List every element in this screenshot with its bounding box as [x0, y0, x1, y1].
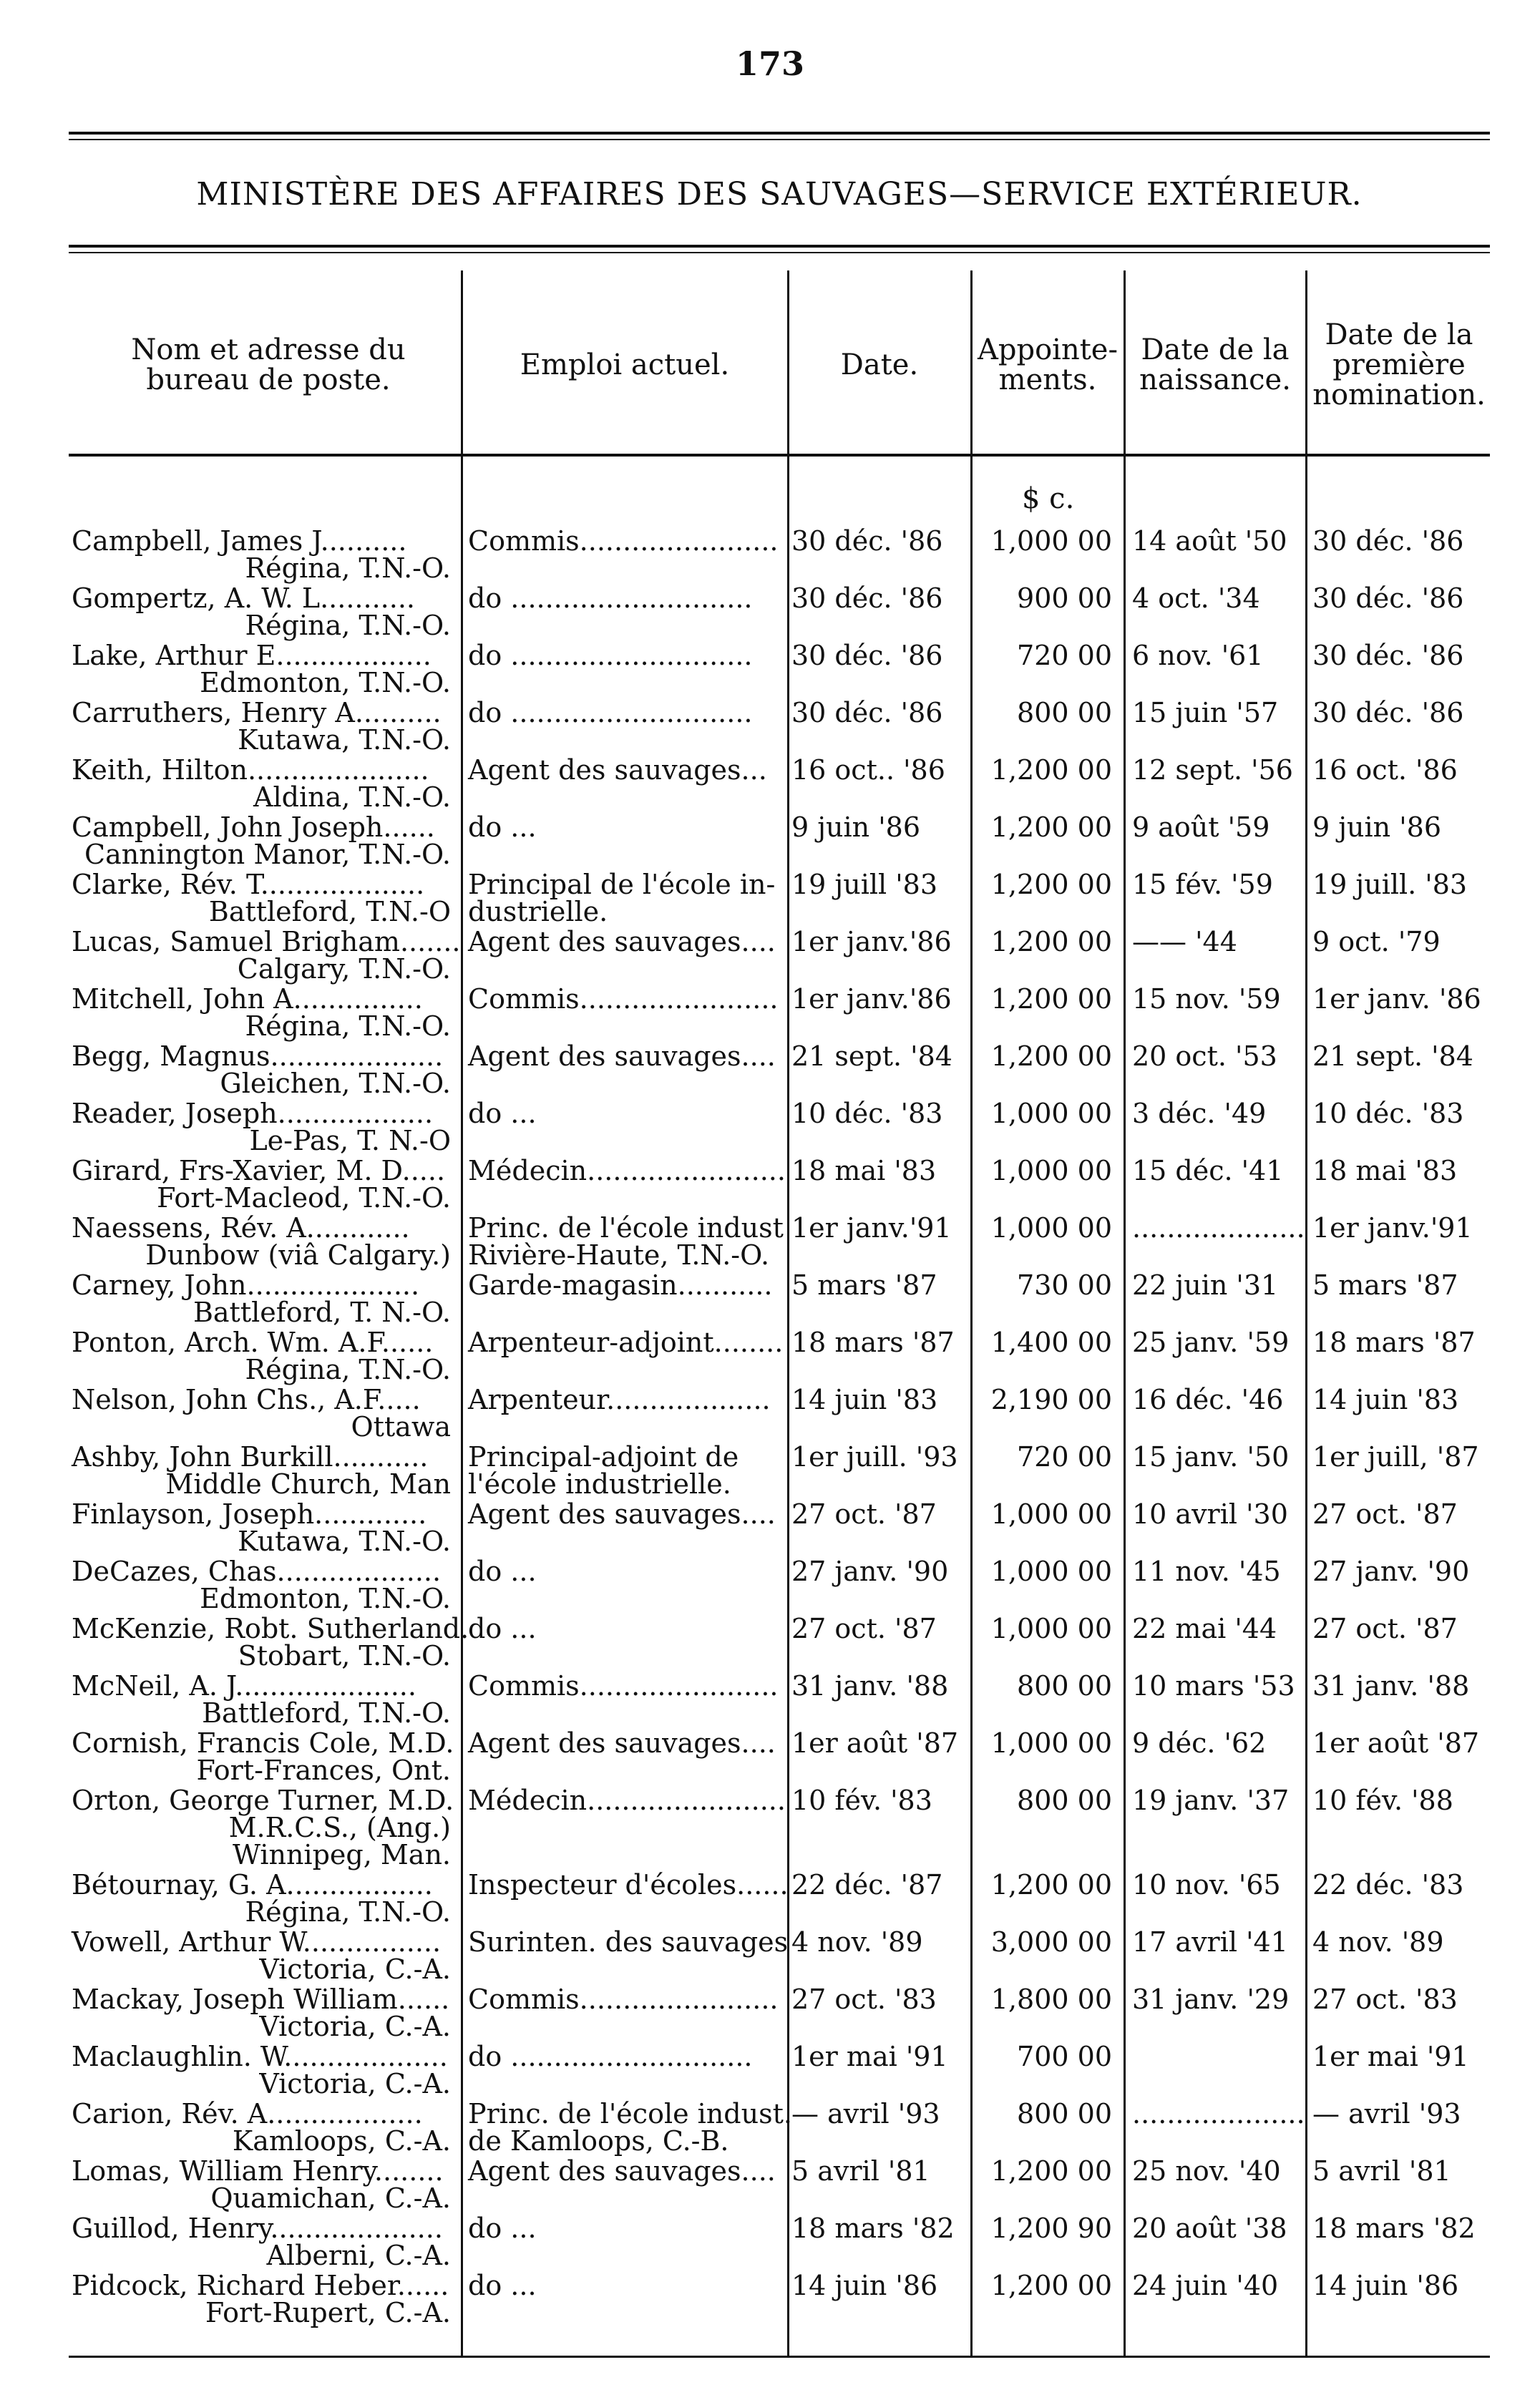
- row-date: 18 mars '87: [791, 1327, 955, 1358]
- row-emploi: do ...: [468, 2270, 537, 2301]
- row-date: 19 juill '83: [791, 869, 938, 900]
- row-name: Guillod, Henry....................: [72, 2213, 443, 2244]
- row-naissance: 19 janv. '37: [1132, 1785, 1290, 1816]
- row-premiere: 4 nov. '89: [1312, 1926, 1444, 1958]
- row-emploi: Médecin.......................: [468, 1785, 786, 1816]
- row-naissance: 17 avril '41: [1132, 1926, 1288, 1958]
- row-address: Edmonton, T.N.-O.: [200, 667, 451, 698]
- row-emploi: do ...: [468, 2213, 537, 2244]
- row-name: Carney, John....................: [72, 1269, 420, 1301]
- row-premiere: 27 oct. '87: [1312, 1613, 1458, 1644]
- row-naissance: 12 sept. '56: [1132, 754, 1293, 786]
- row-naissance: 15 déc. '41: [1132, 1155, 1284, 1186]
- row-name: Ashby, John Burkill...........: [72, 1441, 429, 1473]
- row-appointements: 1,200 00: [990, 983, 1112, 1015]
- row-premiere: 10 déc. '83: [1312, 1098, 1464, 1129]
- row-naissance: 10 nov. '65: [1132, 1869, 1281, 1901]
- row-emploi: Surinten. des sauvages: [468, 1926, 789, 1958]
- page-title: MINISTÈRE DES AFFAIRES DES SAUVAGES—SERVICE EXTÉRIEUR.: [196, 176, 1363, 213]
- row-emploi: do ............................: [468, 582, 753, 614]
- row-naissance: 14 août '50: [1132, 525, 1287, 557]
- row-date: 10 déc. '83: [791, 1098, 943, 1129]
- row-address: Victoria, C.-A.: [259, 1953, 451, 1985]
- row-naissance: 25 janv. '59: [1132, 1327, 1290, 1358]
- row-name: Lake, Arthur E..................: [72, 640, 432, 671]
- row-date: 16 oct.. '86: [791, 754, 945, 786]
- row-appointements: 1,000 00: [990, 1098, 1112, 1129]
- row-address: Alberni, C.-A.: [266, 2240, 451, 2271]
- row-date: 14 juin '83: [791, 1384, 938, 1415]
- row-emploi-2: dustrielle.: [468, 896, 608, 927]
- bottom-rule: [69, 2356, 1490, 2358]
- row-appointements: 1,800 00: [990, 1984, 1112, 2015]
- row-date: 27 oct. '87: [791, 1613, 937, 1644]
- row-emploi: Médecin.......................: [468, 1155, 786, 1186]
- row-naissance: 20 août '38: [1132, 2213, 1287, 2244]
- header-emploi: Emploi actuel.: [520, 348, 730, 381]
- row-emploi: Principal-adjoint de: [468, 1441, 739, 1473]
- row-address: Kamloops, C.-A.: [232, 2125, 451, 2157]
- row-naissance: 15 fév. '59: [1132, 869, 1273, 900]
- row-emploi-2: de Kamloops, C.-B.: [468, 2125, 729, 2157]
- row-date: 1er janv.'86: [791, 983, 952, 1015]
- row-address: Stobart, T.N.-O.: [238, 1640, 451, 1672]
- row-appointements: 800 00: [1017, 1785, 1112, 1816]
- row-name: Vowell, Arthur W................: [72, 1926, 442, 1958]
- row-emploi: Garde-magasin...........: [468, 1269, 773, 1301]
- row-date: 21 sept. '84: [791, 1040, 952, 1072]
- header-premiere: Date de la première nomination.: [1312, 318, 1486, 411]
- row-appointements: 1,200 00: [990, 1869, 1112, 1901]
- top-rule-2: [69, 139, 1490, 140]
- row-name: Girard, Frs-Xavier, M. D.....: [72, 1155, 446, 1186]
- row-emploi: Agent des sauvages...: [468, 754, 767, 786]
- currency-label: $ c.: [1022, 482, 1075, 515]
- table-top-rule-2: [69, 252, 1490, 253]
- row-name: Campbell, John Joseph......: [72, 811, 435, 843]
- page-number: 173: [735, 44, 805, 83]
- row-premiere: 22 déc. '83: [1312, 1869, 1464, 1901]
- row-naissance: 15 nov. '59: [1132, 983, 1281, 1015]
- row-appointements: 720 00: [1017, 1441, 1112, 1473]
- row-date: 30 déc. '86: [791, 525, 943, 557]
- row-premiere: 14 juin '83: [1312, 1384, 1459, 1415]
- row-premiere: 1er janv.'91: [1312, 1212, 1473, 1244]
- row-name: Naessens, Rév. A............: [72, 1212, 410, 1244]
- row-emploi: Agent des sauvages....: [468, 2155, 776, 2187]
- row-emploi: Agent des sauvages....: [468, 1727, 776, 1759]
- row-address: Fort-Frances, Ont.: [196, 1755, 451, 1786]
- row-appointements: 1,000 00: [990, 1498, 1112, 1530]
- row-date: 9 juin '86: [791, 811, 921, 843]
- row-naissance: 4 oct. '34: [1132, 582, 1260, 614]
- row-name: McNeil, A. J.....................: [72, 1670, 416, 1702]
- row-appointements: 1,200 00: [990, 1040, 1112, 1072]
- row-emploi: Arpenteur...................: [468, 1384, 771, 1415]
- row-naissance: 6 nov. '61: [1132, 640, 1264, 671]
- row-date: 27 oct. '87: [791, 1498, 937, 1530]
- row-address: Cannington Manor, T.N.-O.: [84, 839, 451, 870]
- row-address: Régina, T.N.-O.: [245, 1896, 451, 1928]
- top-rule-1: [69, 132, 1490, 135]
- row-name: Campbell, James J..........: [72, 525, 407, 557]
- row-name: Reader, Joseph..................: [72, 1098, 434, 1129]
- row-naissance: 15 juin '57: [1132, 697, 1279, 728]
- row-appointements: 1,000 00: [990, 1727, 1112, 1759]
- row-emploi: Agent des sauvages....: [468, 926, 776, 957]
- table-top-rule-1: [69, 245, 1490, 248]
- row-appointements: 1,200 00: [990, 2270, 1112, 2301]
- row-premiere: 21 sept. '84: [1312, 1040, 1473, 1072]
- row-appointements: 1,000 00: [990, 1212, 1112, 1244]
- row-name: Finlayson, Joseph.............: [72, 1498, 427, 1530]
- row-premiere: 1er août '87: [1312, 1727, 1480, 1759]
- row-appointements: 900 00: [1017, 582, 1112, 614]
- row-premiere: 9 oct. '79: [1312, 926, 1441, 957]
- row-address: Régina, T.N.-O.: [245, 1010, 451, 1042]
- row-address: Aldina, T.N.-O.: [253, 781, 451, 813]
- row-naissance: 22 juin '31: [1132, 1269, 1279, 1301]
- row-premiere: 5 avril '81: [1312, 2155, 1451, 2187]
- row-name: Clarke, Rév. T...................: [72, 869, 425, 900]
- row-address: Kutawa, T.N.-O.: [238, 1526, 451, 1557]
- row-appointements: 800 00: [1017, 1670, 1112, 1702]
- row-appointements: 1,200 00: [990, 2155, 1112, 2187]
- row-name: Mitchell, John A...............: [72, 983, 423, 1015]
- column-divider: [1305, 270, 1307, 2356]
- row-address: Victoria, C.-A.: [259, 2011, 451, 2042]
- row-premiere: 10 fév. '88: [1312, 1785, 1453, 1816]
- row-emploi: do ............................: [468, 640, 753, 671]
- row-premiere: 27 oct. '87: [1312, 1498, 1458, 1530]
- row-emploi: do ...: [468, 1613, 537, 1644]
- row-name: Orton, George Turner, M.D.: [72, 1785, 454, 1816]
- row-name: McKenzie, Robt. Sutherland.: [72, 1613, 469, 1644]
- row-emploi: Principal de l'école in-: [468, 869, 776, 900]
- row-appointements: 730 00: [1017, 1269, 1112, 1301]
- row-premiere: 30 déc. '86: [1312, 582, 1464, 614]
- row-appointements: 1,400 00: [990, 1327, 1112, 1358]
- row-emploi: do ...: [468, 811, 537, 843]
- row-emploi: do ............................: [468, 697, 753, 728]
- row-address: Gleichen, T.N.-O.: [220, 1068, 451, 1099]
- row-emploi: Princ. de l'école indust.: [468, 2098, 792, 2130]
- row-date: 27 janv. '90: [791, 1556, 949, 1587]
- row-appointements: 700 00: [1017, 2041, 1112, 2072]
- row-name: Maclaughlin. W...................: [72, 2041, 448, 2072]
- row-address: Battleford, T. N.-O.: [192, 1297, 451, 1328]
- row-address: Middle Church, Man: [165, 1468, 451, 1500]
- row-name: DeCazes, Chas...................: [72, 1556, 442, 1587]
- row-emploi: Commis.......................: [468, 983, 779, 1015]
- row-naissance: —— '44: [1132, 926, 1237, 957]
- row-appointements: 1,000 00: [990, 1155, 1112, 1186]
- row-date: — avril '93: [791, 2098, 940, 2130]
- column-divider: [787, 270, 789, 2356]
- row-address: Kutawa, T.N.-O.: [238, 724, 451, 756]
- row-address: Calgary, T.N.-O.: [237, 953, 451, 985]
- row-naissance: 25 nov. '40: [1132, 2155, 1281, 2187]
- row-naissance: 10 mars '53: [1132, 1670, 1295, 1702]
- row-date: 5 mars '87: [791, 1269, 937, 1301]
- row-emploi: Commis.......................: [468, 525, 779, 557]
- row-premiere: 18 mars '82: [1312, 2213, 1476, 2244]
- row-date: 18 mai '83: [791, 1155, 937, 1186]
- row-name: Mackay, Joseph William......: [72, 1984, 450, 2015]
- row-premiere: 30 déc. '86: [1312, 640, 1464, 671]
- row-emploi: do ............................: [468, 2041, 753, 2072]
- row-naissance: 9 août '59: [1132, 811, 1270, 843]
- row-date: 14 juin '86: [791, 2270, 938, 2301]
- row-address: Le-Pas, T. N.-O: [249, 1125, 451, 1156]
- row-premiere: 16 oct. '86: [1312, 754, 1458, 786]
- row-date: 5 avril '81: [791, 2155, 930, 2187]
- row-naissance: 10 avril '30: [1132, 1498, 1288, 1530]
- row-emploi: Princ. de l'école indust: [468, 1212, 784, 1244]
- row-address: Edmonton, T.N.-O.: [200, 1583, 451, 1614]
- row-name: Bétournay, G. A.................: [72, 1869, 433, 1901]
- row-name: Lucas, Samuel Brigham.......: [72, 926, 461, 957]
- row-name: Nelson, John Chs., A.F.....: [72, 1384, 421, 1415]
- row-appointements: 1,200 00: [990, 869, 1112, 900]
- header-appointements: Appointe-ments.: [978, 333, 1118, 396]
- row-premiere: 27 janv. '90: [1312, 1556, 1470, 1587]
- row-emploi: Agent des sauvages....: [468, 1040, 776, 1072]
- row-naissance: 3 déc. '49: [1132, 1098, 1267, 1129]
- row-date: 10 fév. '83: [791, 1785, 932, 1816]
- row-date: 1er janv.'86: [791, 926, 952, 957]
- row-address: Fort-Macleod, T.N.-O.: [157, 1182, 451, 1214]
- row-appointements: 720 00: [1017, 640, 1112, 671]
- row-date: 31 janv. '88: [791, 1670, 949, 1702]
- row-address: Quamichan, C.-A.: [210, 2182, 451, 2214]
- row-emploi: Inspecteur d'écoles......: [468, 1869, 789, 1901]
- row-name: Carion, Rév. A..................: [72, 2098, 423, 2130]
- header-naissance: Date de la naissance.: [1139, 333, 1291, 396]
- row-emploi-2: l'école industrielle.: [468, 1468, 731, 1500]
- row-name: Begg, Magnus....................: [72, 1040, 444, 1072]
- row-appointements: 1,000 00: [990, 1556, 1112, 1587]
- column-divider: [970, 270, 973, 2356]
- row-appointements: 2,190 00: [990, 1384, 1112, 1415]
- row-appointements: 1,200 00: [990, 926, 1112, 957]
- row-premiere: 31 janv. '88: [1312, 1670, 1470, 1702]
- row-appointements: 1,200 00: [990, 754, 1112, 786]
- row-address: Dunbow (viâ Calgary.): [145, 1239, 451, 1271]
- row-address: Victoria, C.-A.: [259, 2068, 451, 2099]
- row-naissance: ....................: [1132, 1212, 1305, 1244]
- row-date: 30 déc. '86: [791, 582, 943, 614]
- row-address: Régina, T.N.-O.: [245, 1354, 451, 1385]
- row-address: Régina, T.N.-O.: [245, 610, 451, 641]
- row-premiere: 14 juin '86: [1312, 2270, 1459, 2301]
- row-emploi: Commis.......................: [468, 1984, 779, 2015]
- row-appointements: 1,200 00: [990, 811, 1112, 843]
- row-naissance: 22 mai '44: [1132, 1613, 1277, 1644]
- row-appointements: 1,000 00: [990, 525, 1112, 557]
- row-name: Lomas, William Henry........: [72, 2155, 444, 2187]
- row-naissance: 31 janv. '29: [1132, 1984, 1290, 2015]
- header-date: Date.: [840, 348, 919, 381]
- row-appointements: 800 00: [1017, 697, 1112, 728]
- row-date: 1er janv.'91: [791, 1212, 952, 1244]
- row-date: 22 déc. '87: [791, 1869, 943, 1901]
- row-name: Ponton, Arch. Wm. A.F......: [72, 1327, 434, 1358]
- row-address: Ottawa: [351, 1411, 451, 1443]
- row-premiere: 1er juill, '87: [1312, 1441, 1479, 1473]
- row-appointements: 1,000 00: [990, 1613, 1112, 1644]
- row-date: 30 déc. '86: [791, 640, 943, 671]
- column-divider: [1124, 270, 1126, 2356]
- row-date: 1er août '87: [791, 1727, 959, 1759]
- row-naissance: 15 janv. '50: [1132, 1441, 1290, 1473]
- row-appointements: 800 00: [1017, 2098, 1112, 2130]
- row-naissance: 9 déc. '62: [1132, 1727, 1267, 1759]
- row-name: Cornish, Francis Cole, M.D.: [72, 1727, 454, 1759]
- header-nom: Nom et adresse du bureau de poste.: [131, 333, 406, 396]
- row-premiere: 18 mai '83: [1312, 1155, 1458, 1186]
- row-naissance: ....................: [1132, 2098, 1305, 2130]
- row-date: 30 déc. '86: [791, 697, 943, 728]
- row-premiere: 30 déc. '86: [1312, 525, 1464, 557]
- row-date: 1er mai '91: [791, 2041, 948, 2072]
- row-emploi-2: Rivière-Haute, T.N.-O.: [468, 1239, 770, 1271]
- row-premiere: 18 mars '87: [1312, 1327, 1476, 1358]
- row-address: Fort-Rupert, C.-A.: [205, 2297, 451, 2328]
- row-appointements: 1,200 90: [990, 2213, 1112, 2244]
- row-premiere: 27 oct. '83: [1312, 1984, 1458, 2015]
- row-premiere: 19 juill. '83: [1312, 869, 1468, 900]
- row-appointements: 3,000 00: [990, 1926, 1112, 1958]
- row-address: Battleford, T.N.-O.: [202, 1697, 451, 1729]
- column-divider: [461, 270, 463, 2356]
- row-date: 18 mars '82: [791, 2213, 955, 2244]
- row-premiere: 1er mai '91: [1312, 2041, 1469, 2072]
- row-emploi: do ...: [468, 1556, 537, 1587]
- row-premiere: — avril '93: [1312, 2098, 1461, 2130]
- row-address-2: Winnipeg, Man.: [232, 1839, 451, 1870]
- row-date: 4 nov. '89: [791, 1926, 923, 1958]
- row-naissance: 20 oct. '53: [1132, 1040, 1277, 1072]
- row-name: Pidcock, Richard Heber......: [72, 2270, 449, 2301]
- row-emploi: Agent des sauvages....: [468, 1498, 776, 1530]
- row-date: 1er juill. '93: [791, 1441, 958, 1473]
- row-naissance: 16 déc. '46: [1132, 1384, 1284, 1415]
- row-address: Battleford, T.N.-O: [208, 896, 451, 927]
- row-name: Keith, Hilton.....................: [72, 754, 429, 786]
- row-address: M.R.C.S., (Ang.): [228, 1812, 451, 1843]
- row-emploi: do ...: [468, 1098, 537, 1129]
- row-premiere: 30 déc. '86: [1312, 697, 1464, 728]
- row-date: 27 oct. '83: [791, 1984, 937, 2015]
- row-name: Carruthers, Henry A..........: [72, 697, 442, 728]
- row-premiere: 1er janv. '86: [1312, 983, 1481, 1015]
- row-premiere: 5 mars '87: [1312, 1269, 1458, 1301]
- row-naissance: 24 juin '40: [1132, 2270, 1279, 2301]
- row-name: Gompertz, A. W. L...........: [72, 582, 415, 614]
- row-naissance: 11 nov. '45: [1132, 1556, 1281, 1587]
- row-emploi: Commis.......................: [468, 1670, 779, 1702]
- row-address: Régina, T.N.-O.: [245, 552, 451, 584]
- header-rule: [69, 454, 1490, 457]
- row-emploi: Arpenteur-adjoint........: [468, 1327, 784, 1358]
- row-premiere: 9 juin '86: [1312, 811, 1442, 843]
